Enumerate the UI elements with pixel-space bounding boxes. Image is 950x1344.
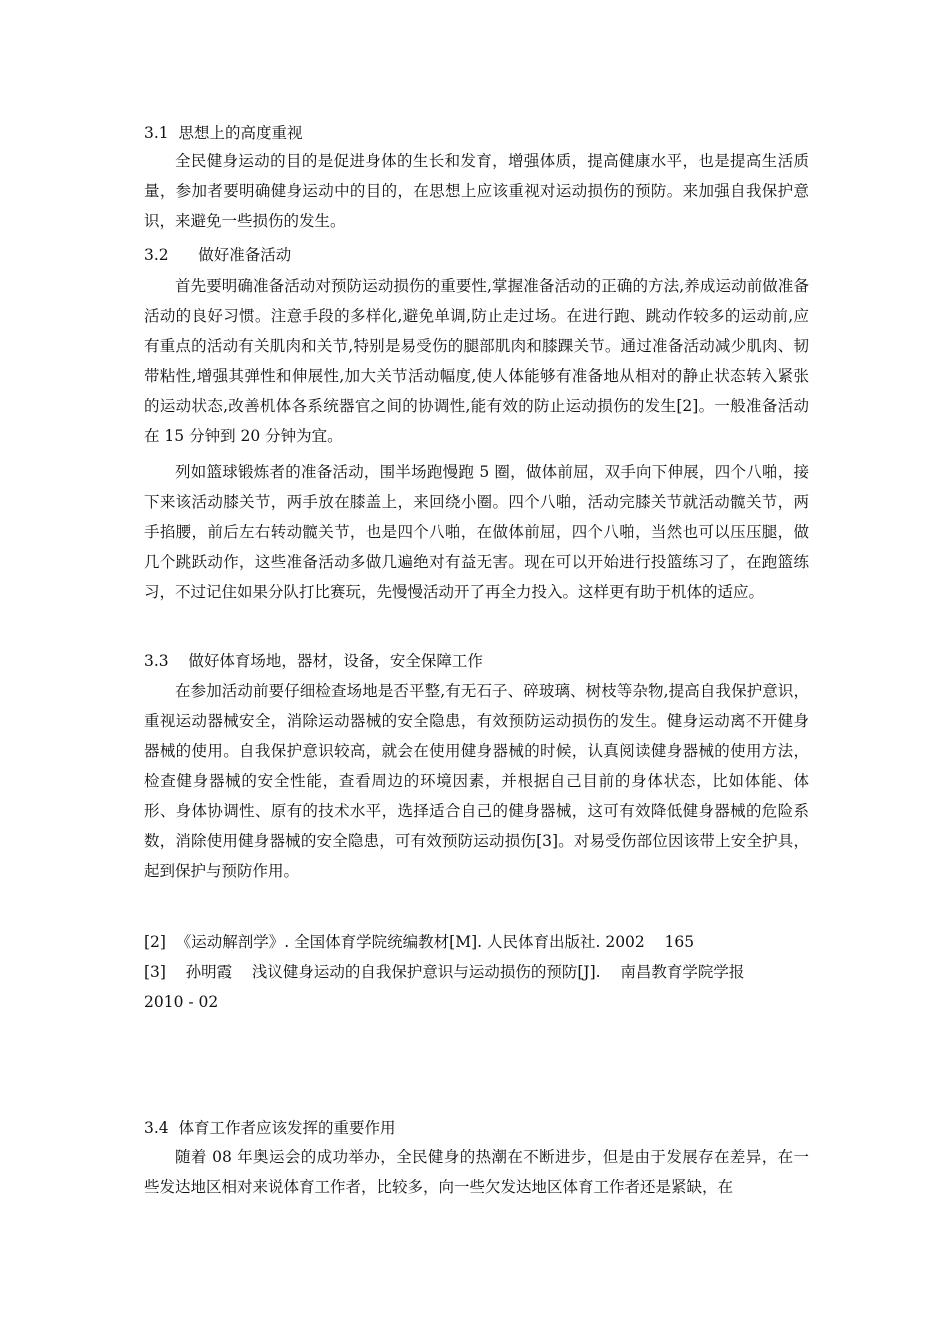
paragraph-3-2-a: 首先要明确准备活动对预防运动损伤的重要性,掌握准备活动的正确的方法,养成运动前做准备活动的良好习惯。注意手段的多样化,避免单调,防止走过场。在进行跑、跳动作较多的运动前,应有重点的活动有关肌肉和关节,特别是易受伤的腿部肌肉和膝踝关节。通过准备活动减少肌肉、韧带粘性,增强其弹性和伸展性,加大关节活动幅度,使人体能够有准备地从相对的静止状态转入紧张的运动状态,改善机体各系统器官之间的协调性,能有效的防止运动损伤的发生[2]。一般准备活动在 15 分钟到 20 分钟为宜。 (144, 277, 809, 445)
section-heading-3-3: 3.3 做好体育场地，器材，设备，安全保障工作 (144, 652, 483, 670)
paragraph-3-1: 全民健身运动的目的是促进身体的生长和发育，增强体质，提高健康水平，也是提高生活质量，参加者要明确健身运动中的目的，在思想上应该重视对运动损伤的预防。来加强自我保护意识，来避免一些损伤的发生。 (144, 152, 809, 230)
reference-3: [3] 孙明霞 浅议健身运动的自我保护意识与运动损伤的预防[J]. 南昌教育学院学报 2010 - 02 (144, 963, 745, 1011)
reference-2: [2] 《运动解剖学》. 全国体育学院统编教材[M]. 人民体育出版社. 2002 165 (144, 933, 695, 951)
section-heading-3-4: 3.4 体育工作者应该发挥的重要作用 (144, 1119, 396, 1137)
paragraph-3-2-b: 列如篮球锻炼者的准备活动，围半场跑慢跑 5 圈，做体前屈，双手向下伸展，四个八啪，接下来该活动膝关节，两手放在膝盖上，来回绕小圈。四个八啪，活动完膝关节就活动髋关节，两手掐腰，前后左右转动髋关节，也是四个八啪，在做体前屈，四个八啪，当然也可以压压腿，做几个跳跃动作，这些准备活动多做几遍绝对有益无害。现在可以开始进行投篮练习了，在跑篮练习，不过记住如果分队打比赛玩，先慢慢活动开了再全力投入。这样更有助于机体的适应。 (144, 463, 809, 601)
paragraph-3-3: 在参加活动前要仔细检查场地是否平整,有无石子、碎玻璃、树枝等杂物,提高自我保护意识，重视运动器械安全，消除运动器械的安全隐患，有效预防运动损伤的发生。健身运动离不开健身器械的使用。自我保护意识较高，就会在使用健身器械的时候，认真阅读健身器械的使用方法，检查健身器械的安全性能，查看周边的环境因素，并根据自己目前的身体状态，比如体能、体形、身体协调性、原有的技术水平，选择适合自己的健身器械，这可有效降低健身器械的危险系数，消除使用健身器械的安全隐患，可有效预防运动损伤[3]。对易受伤部位因该带上安全护具，起到保护与预防作用。 (144, 682, 809, 880)
section-heading-3-2: 3.2 做好准备活动 (144, 246, 292, 264)
paragraph-3-4: 随着 08 年奥运会的成功举办，全民健身的热潮在不断进步，但是由于发展存在差异，在一些发达地区相对来说体育工作者，比较多，向一些欠发达地区体育工作者还是紧缺，在 (144, 1148, 809, 1196)
section-heading-3-1: 3.1 思想上的高度重视 (144, 124, 303, 142)
